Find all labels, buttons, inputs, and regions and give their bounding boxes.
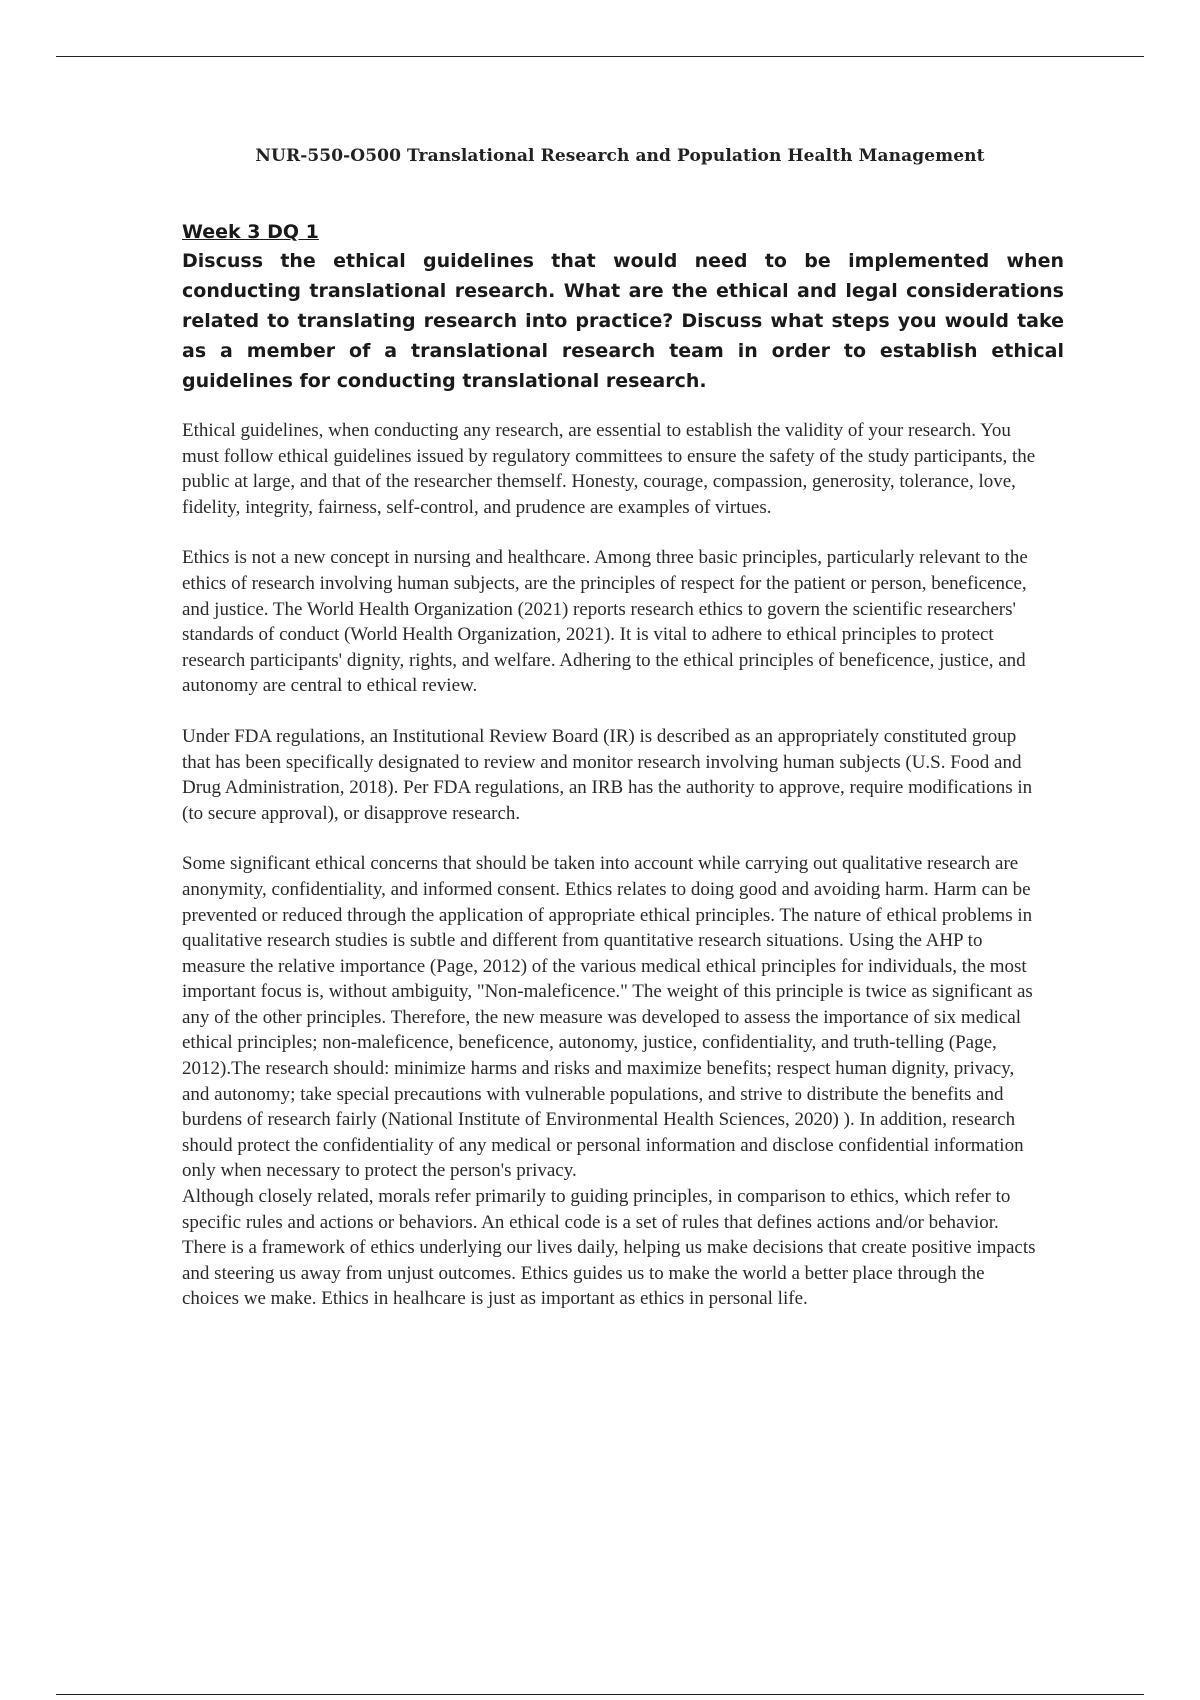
body-paragraph-5: Although closely related, morals refer primarily to guiding principles, in comparison to ethics, which refer to specific rules and actions or behaviors. An ethical code is a set of rules that defines actions and/or behavior. There is a framework of ethics underlying our lives daily, helping us make decisions that create positive impacts and steering us away from unjust outcomes. Ethics guides us to make the world a better place through the choices we make. Ethics in healhcare is just as important as ethics in personal life. — [182, 1186, 1036, 1310]
week-label: Week 3 DQ 1 — [182, 221, 319, 243]
footer-rule — [56, 1694, 1144, 1695]
discussion-question: Discuss the ethical guidelines that would need to be implemented when conducting translational research. What are the ethical and legal considerations related to translating research into practice? Discuss what steps you would take as a member of a translational research team in order to establish ethical guidelines for conducting translational research. — [182, 250, 1064, 392]
document-body — [182, 218, 1064, 1337]
header-rule — [56, 56, 1144, 57]
body-paragraph-4: Some significant ethical concerns that should be taken into account while carrying out qualitative research are anonymity, confidentiality, and informed consent. Ethics relates to doing good and avoiding harm. Harm can be prevented or reduced through the application of appropriate ethical principles. The nature of ethical problems in qualitative research studies is subtle and different from quantitative research situations. Using the AHP to measure the relative importance (Page, 2012) of the various medical ethical principles for individuals, the most important focus is, without ambiguity, "Non-maleficence." The weight of this principle is twice as significant as any of the other principles. Therefore, the new measure was developed to assess the importance of six medical ethical principles; non-maleficence, beneficence, autonomy, justice, confidentiality, and truth-telling (Page, 2012).The research should: minimize harms and risks and maximize benefits; respect human dignity, privacy, and autonomy; take special precautions with vulnerable populations, and strive to distribute the benefits and burdens of research fairly (National Institute of Environmental Health Sciences, 2020) ). In addition, research should protect the confidentiality of any medical or personal information and disclose confidential information only when necessary to protect the person's privacy. — [182, 853, 1033, 1182]
body-paragraph-2: Ethics is not a new concept in nursing and healthcare. Among three basic principles, particularly relevant to the ethics of research involving human subjects, are the principles of respect for the patient or person, beneficence, and justice. The World Health Organization (2021) reports research ethics to govern the scientific researchers' standards of conduct (World Health Organization, 2021). It is vital to adhere to ethical principles to protect research participants' dignity, rights, and welfare. Adhering to the ethical principles of beneficence, justice, and autonomy are central to ethical review. — [182, 547, 1028, 697]
body-paragraph-3: Under FDA regulations, an Institutional Review Board (IR) is described as an appropriately constituted group that has been specifically designated to review and monitor research involving human subjects (U.S. Food and Drug Administration, 2018). Per FDA regulations, an IRB has the authority to approve, require modifications in (to secure approval), or disapprove research. — [182, 725, 1033, 824]
course-title: NUR-550-O500 Translational Research and Population Health Management — [255, 146, 985, 166]
body-paragraph-1: Ethical guidelines, when conducting any research, are essential to establish the validity of your research. You must follow ethical guidelines issued by regulatory committees to ensure the safety of the study participants, the public at large, and that of the researcher themself. Honesty, courage, compassion, generosity, tolerance, love, fidelity, integrity, fairness, self-control, and prudence are examples of virtues. — [182, 420, 1036, 518]
